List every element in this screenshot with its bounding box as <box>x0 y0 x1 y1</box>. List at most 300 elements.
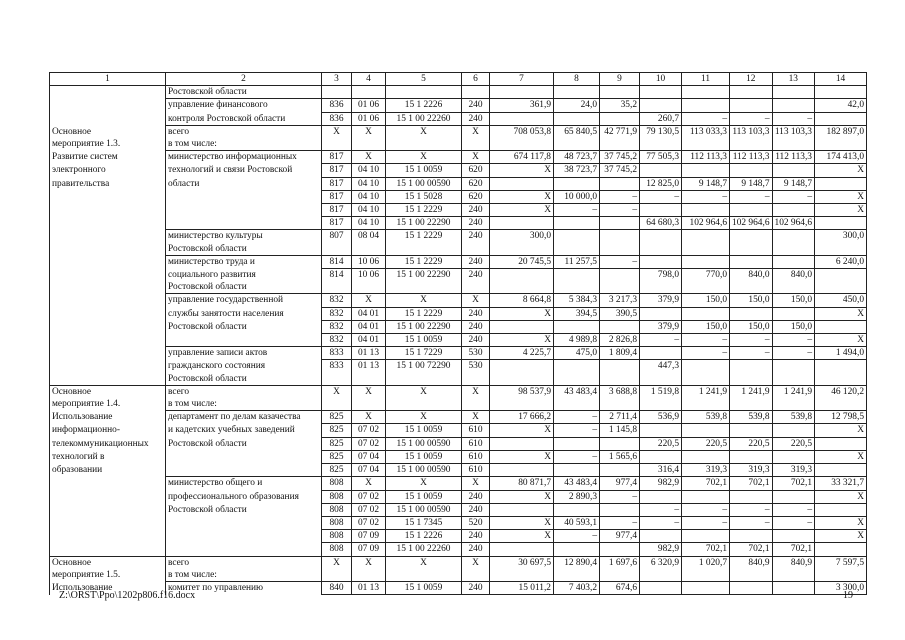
value-cell: X <box>815 190 867 203</box>
value-cell: 12 890,4 <box>554 556 600 581</box>
value-cell <box>640 230 682 255</box>
value-cell <box>815 464 867 477</box>
value-cell <box>490 177 554 190</box>
value-cell <box>772 581 815 594</box>
value-cell: 150,0 <box>730 320 773 333</box>
value-cell: 15 1 0059 <box>386 164 462 177</box>
value-cell: 64 680,3 <box>640 217 682 230</box>
value-cell: 300,0 <box>815 230 867 255</box>
value-cell: 1 565,6 <box>600 450 640 463</box>
value-cell: 832 <box>322 320 352 333</box>
value-cell: 15 1 00 00590 <box>386 503 462 516</box>
value-cell: 15 1 7229 <box>386 347 462 360</box>
value-cell: 833 <box>322 347 352 360</box>
column-number-row <box>50 73 867 86</box>
value-cell: 982,9 <box>640 543 682 556</box>
column-number-cell: 7 <box>490 73 554 86</box>
value-cell: 04 01 <box>352 334 386 347</box>
value-cell: 520 <box>462 516 490 529</box>
value-cell: 539,8 <box>730 411 773 424</box>
value-cell <box>730 230 773 255</box>
executor-cell <box>166 543 322 556</box>
value-cell: – <box>772 347 815 360</box>
value-cell: – <box>730 347 773 360</box>
value-cell: 610 <box>462 464 490 477</box>
value-cell <box>772 360 815 385</box>
executor-cell: социального развития Ростовской области <box>166 269 322 294</box>
value-cell: 808 <box>322 490 352 503</box>
value-cell: – <box>730 334 773 347</box>
value-cell <box>640 347 682 360</box>
value-cell: 1 494,0 <box>815 347 867 360</box>
value-cell: 38 723,7 <box>554 164 600 177</box>
table-row <box>50 112 867 125</box>
value-cell: 04 01 <box>352 307 386 320</box>
value-cell: X <box>462 294 490 307</box>
value-cell: 832 <box>322 294 352 307</box>
value-cell <box>682 164 730 177</box>
value-cell <box>772 164 815 177</box>
executor-cell <box>166 190 322 203</box>
value-cell <box>322 86 352 99</box>
value-cell: – <box>682 503 730 516</box>
event-name-cell: Основное мероприятие 1.5. <box>50 556 166 581</box>
executor-cell: области <box>166 177 322 190</box>
value-cell: 12 798,5 <box>815 411 867 424</box>
event-name-cell <box>50 516 166 529</box>
value-cell <box>554 543 600 556</box>
value-cell: 33 321,7 <box>815 477 867 490</box>
value-cell <box>554 112 600 125</box>
value-cell: 674 117,8 <box>490 151 554 164</box>
value-cell <box>640 450 682 463</box>
value-cell: X <box>352 411 386 424</box>
table-row <box>50 151 867 164</box>
value-cell: 240 <box>462 543 490 556</box>
value-cell: X <box>462 477 490 490</box>
event-name-cell: Основное мероприятие 1.4. <box>50 385 166 410</box>
value-cell <box>554 320 600 333</box>
value-cell: 15 1 7345 <box>386 516 462 529</box>
value-cell <box>600 230 640 255</box>
value-cell <box>682 450 730 463</box>
value-cell: 836 <box>322 112 352 125</box>
value-cell: 798,0 <box>640 269 682 294</box>
value-cell: 240 <box>462 99 490 112</box>
value-cell: X <box>462 125 490 150</box>
table-row <box>50 269 867 294</box>
value-cell <box>554 230 600 255</box>
value-cell: 15 011,2 <box>490 581 554 594</box>
value-cell <box>490 503 554 516</box>
value-cell <box>815 177 867 190</box>
value-cell: 15 1 2229 <box>386 255 462 268</box>
value-cell: 817 <box>322 177 352 190</box>
value-cell: 01 06 <box>352 99 386 112</box>
executor-cell: всего в том числе: <box>166 125 322 150</box>
value-cell: – <box>554 411 600 424</box>
executor-cell: и кадетских учебных заведений <box>166 424 322 437</box>
value-cell: 04 10 <box>352 204 386 217</box>
executor-cell: управление записи актов <box>166 347 322 360</box>
value-cell: – <box>600 204 640 217</box>
column-number-cell: 4 <box>352 73 386 86</box>
value-cell: 977,4 <box>600 477 640 490</box>
value-cell <box>772 204 815 217</box>
value-cell: 04 01 <box>352 320 386 333</box>
value-cell <box>352 86 386 99</box>
column-number-cell: 9 <box>600 73 640 86</box>
value-cell: 46 120,2 <box>815 385 867 410</box>
value-cell <box>730 204 773 217</box>
value-cell: 240 <box>462 269 490 294</box>
value-cell: 07 02 <box>352 424 386 437</box>
value-cell: X <box>490 190 554 203</box>
value-cell <box>682 230 730 255</box>
value-cell <box>554 503 600 516</box>
value-cell <box>730 255 773 268</box>
value-cell: 1 519,8 <box>640 385 682 410</box>
value-cell: X <box>322 556 352 581</box>
value-cell: 150,0 <box>682 320 730 333</box>
value-cell <box>640 530 682 543</box>
executor-cell: всего в том числе: <box>166 385 322 410</box>
value-cell: 610 <box>462 437 490 450</box>
value-cell: 3 300,0 <box>815 581 867 594</box>
value-cell: 150,0 <box>772 320 815 333</box>
executor-cell: всего в том числе: <box>166 556 322 581</box>
value-cell <box>682 99 730 112</box>
value-cell <box>600 360 640 385</box>
value-cell: – <box>640 503 682 516</box>
value-cell: X <box>352 556 386 581</box>
value-cell: X <box>815 490 867 503</box>
value-cell <box>600 464 640 477</box>
value-cell: X <box>386 151 462 164</box>
value-cell: 220,5 <box>730 437 773 450</box>
value-cell: 808 <box>322 543 352 556</box>
value-cell <box>682 581 730 594</box>
value-cell: 825 <box>322 437 352 450</box>
event-name-cell: телекоммуникационных <box>50 437 166 450</box>
value-cell: 702,1 <box>682 543 730 556</box>
value-cell: 17 666,2 <box>490 411 554 424</box>
value-cell: X <box>490 490 554 503</box>
value-cell: 825 <box>322 411 352 424</box>
table-row <box>50 360 867 385</box>
value-cell: 43 483,4 <box>554 477 600 490</box>
value-cell <box>730 99 773 112</box>
value-cell: 3 688,8 <box>600 385 640 410</box>
value-cell <box>490 269 554 294</box>
value-cell: – <box>600 516 640 529</box>
value-cell: 3 217,3 <box>600 294 640 307</box>
value-cell: 77 505,3 <box>640 151 682 164</box>
value-cell <box>772 307 815 320</box>
executor-cell <box>166 530 322 543</box>
value-cell: 808 <box>322 530 352 543</box>
event-name-cell <box>50 230 166 255</box>
value-cell <box>815 543 867 556</box>
value-cell: 04 10 <box>352 217 386 230</box>
value-cell: 8 664,8 <box>490 294 554 307</box>
value-cell: 361,9 <box>490 99 554 112</box>
executor-cell <box>166 516 322 529</box>
table-row <box>50 190 867 203</box>
table-row <box>50 230 867 255</box>
event-name-cell: Использование <box>50 411 166 424</box>
value-cell: 43 483,4 <box>554 385 600 410</box>
value-cell: 833 <box>322 360 352 385</box>
executor-cell <box>166 217 322 230</box>
event-name-cell <box>50 255 166 268</box>
value-cell: X <box>322 385 352 410</box>
value-cell: 982,9 <box>640 477 682 490</box>
value-cell: 15 1 00 22260 <box>386 543 462 556</box>
value-cell: 319,3 <box>682 464 730 477</box>
value-cell: 04 10 <box>352 164 386 177</box>
value-cell: 15 1 2226 <box>386 99 462 112</box>
value-cell: 174 413,0 <box>815 151 867 164</box>
value-cell: – <box>600 255 640 268</box>
value-cell: 102 964,6 <box>772 217 815 230</box>
column-number-cell: 5 <box>386 73 462 86</box>
value-cell: X <box>386 385 462 410</box>
value-cell: – <box>682 190 730 203</box>
value-cell: 620 <box>462 190 490 203</box>
value-cell: X <box>490 307 554 320</box>
value-cell: 08 04 <box>352 230 386 255</box>
value-cell: 10 000,0 <box>554 190 600 203</box>
value-cell <box>640 490 682 503</box>
executor-cell <box>166 464 322 477</box>
value-cell <box>772 86 815 99</box>
table-row <box>50 424 867 437</box>
table-row <box>50 320 867 333</box>
value-cell: 15 1 0059 <box>386 334 462 347</box>
value-cell: 15 1 00 00590 <box>386 177 462 190</box>
value-cell: 7 403,2 <box>554 581 600 594</box>
value-cell: X <box>386 411 462 424</box>
value-cell: 390,5 <box>600 307 640 320</box>
value-cell: 07 09 <box>352 530 386 543</box>
value-cell: X <box>490 516 554 529</box>
table-row <box>50 411 867 424</box>
table-row <box>50 255 867 268</box>
value-cell: 817 <box>322 164 352 177</box>
value-cell: X <box>815 450 867 463</box>
value-cell <box>600 320 640 333</box>
value-cell: – <box>682 112 730 125</box>
table-row <box>50 334 867 347</box>
event-name-cell <box>50 503 166 516</box>
value-cell <box>640 424 682 437</box>
value-cell: X <box>815 307 867 320</box>
value-cell: 5 384,3 <box>554 294 600 307</box>
value-cell: 48 723,7 <box>554 151 600 164</box>
executor-cell: министерство информационных <box>166 151 322 164</box>
value-cell <box>554 177 600 190</box>
value-cell <box>640 255 682 268</box>
value-cell: 10 06 <box>352 269 386 294</box>
value-cell <box>730 360 773 385</box>
value-cell <box>640 581 682 594</box>
value-cell: X <box>815 164 867 177</box>
value-cell <box>730 424 773 437</box>
value-cell: 7 597,5 <box>815 556 867 581</box>
value-cell: 807 <box>322 230 352 255</box>
value-cell: X <box>386 125 462 150</box>
value-cell: 15 1 00 22290 <box>386 269 462 294</box>
executor-cell: Ростовской области <box>166 320 322 333</box>
executor-cell: управление финансового <box>166 99 322 112</box>
value-cell: – <box>554 204 600 217</box>
value-cell <box>490 437 554 450</box>
value-cell: 65 840,5 <box>554 125 600 150</box>
event-name-cell: образовании <box>50 464 166 477</box>
value-cell: 20 745,5 <box>490 255 554 268</box>
table-row <box>50 347 867 360</box>
event-name-cell <box>50 190 166 203</box>
budget-table <box>49 72 867 595</box>
value-cell <box>600 543 640 556</box>
value-cell: 702,1 <box>772 477 815 490</box>
value-cell: 610 <box>462 424 490 437</box>
value-cell: 817 <box>322 151 352 164</box>
value-cell <box>815 86 867 99</box>
value-cell: 42 771,9 <box>600 125 640 150</box>
value-cell <box>730 530 773 543</box>
value-cell <box>490 464 554 477</box>
value-cell: X <box>386 556 462 581</box>
value-cell: – <box>554 424 600 437</box>
value-cell <box>815 112 867 125</box>
value-cell <box>640 86 682 99</box>
value-cell: X <box>490 334 554 347</box>
value-cell: 9 148,7 <box>682 177 730 190</box>
table-row <box>50 125 867 150</box>
value-cell: 240 <box>462 334 490 347</box>
value-cell: 07 04 <box>352 450 386 463</box>
value-cell <box>772 450 815 463</box>
column-number-cell: 2 <box>166 73 322 86</box>
value-cell: X <box>352 151 386 164</box>
value-cell: 15 1 00 72290 <box>386 360 462 385</box>
value-cell: 610 <box>462 450 490 463</box>
value-cell: – <box>640 190 682 203</box>
event-name-cell <box>50 477 166 490</box>
value-cell: 01 06 <box>352 112 386 125</box>
value-cell: 825 <box>322 464 352 477</box>
value-cell: – <box>640 516 682 529</box>
value-cell: 240 <box>462 307 490 320</box>
event-name-cell <box>50 217 166 230</box>
value-cell: 113 103,3 <box>772 125 815 150</box>
value-cell: 80 871,7 <box>490 477 554 490</box>
value-cell: 447,3 <box>640 360 682 385</box>
value-cell <box>600 112 640 125</box>
value-cell: 814 <box>322 269 352 294</box>
executor-cell: гражданского состояния Ростовской области <box>166 360 322 385</box>
executor-cell: профессионального образования <box>166 490 322 503</box>
value-cell <box>730 581 773 594</box>
table-row <box>50 516 867 529</box>
value-cell: 539,8 <box>682 411 730 424</box>
value-cell: 150,0 <box>730 294 773 307</box>
value-cell: 15 1 00 00590 <box>386 437 462 450</box>
value-cell: X <box>490 424 554 437</box>
value-cell: – <box>772 334 815 347</box>
value-cell: 1 809,4 <box>600 347 640 360</box>
value-cell <box>554 269 600 294</box>
value-cell: X <box>815 334 867 347</box>
value-cell: 977,4 <box>600 530 640 543</box>
value-cell: – <box>730 503 773 516</box>
executor-cell <box>166 204 322 217</box>
value-cell: 01 13 <box>352 581 386 594</box>
table-row <box>50 164 867 177</box>
value-cell <box>815 217 867 230</box>
value-cell <box>490 217 554 230</box>
value-cell: 112 113,3 <box>772 151 815 164</box>
value-cell: 37 745,2 <box>600 164 640 177</box>
column-number-cell: 8 <box>554 73 600 86</box>
value-cell <box>772 99 815 112</box>
event-name-cell <box>50 334 166 347</box>
table-row <box>50 556 867 581</box>
value-cell <box>682 490 730 503</box>
value-cell: X <box>815 424 867 437</box>
value-cell: – <box>772 112 815 125</box>
table-row <box>50 490 867 503</box>
value-cell: 840,9 <box>772 556 815 581</box>
value-cell: 450,0 <box>815 294 867 307</box>
value-cell <box>730 164 773 177</box>
value-cell: 113 033,3 <box>682 125 730 150</box>
column-number-cell: 11 <box>682 73 730 86</box>
value-cell: 42,0 <box>815 99 867 112</box>
executor-cell: комитет по управлению <box>166 581 322 594</box>
executor-cell: Ростовской области <box>166 503 322 516</box>
table-row <box>50 450 867 463</box>
page-number: 19 <box>843 590 853 601</box>
value-cell: – <box>682 347 730 360</box>
value-cell: – <box>772 503 815 516</box>
value-cell: 12 825,0 <box>640 177 682 190</box>
executor-cell <box>166 450 322 463</box>
value-cell: 11 257,5 <box>554 255 600 268</box>
value-cell: X <box>462 411 490 424</box>
value-cell <box>730 450 773 463</box>
column-number-cell: 6 <box>462 73 490 86</box>
value-cell: 832 <box>322 334 352 347</box>
value-cell: 379,9 <box>640 320 682 333</box>
value-cell: 240 <box>462 255 490 268</box>
value-cell: 300,0 <box>490 230 554 255</box>
table-row <box>50 530 867 543</box>
table-row <box>50 437 867 450</box>
value-cell <box>490 320 554 333</box>
value-cell: 15 1 0059 <box>386 490 462 503</box>
value-cell: 07 02 <box>352 516 386 529</box>
value-cell: 539,8 <box>772 411 815 424</box>
value-cell: 674,6 <box>600 581 640 594</box>
value-cell: 536,9 <box>640 411 682 424</box>
value-cell: X <box>322 125 352 150</box>
value-cell: 240 <box>462 320 490 333</box>
value-cell: 808 <box>322 477 352 490</box>
value-cell: 240 <box>462 490 490 503</box>
